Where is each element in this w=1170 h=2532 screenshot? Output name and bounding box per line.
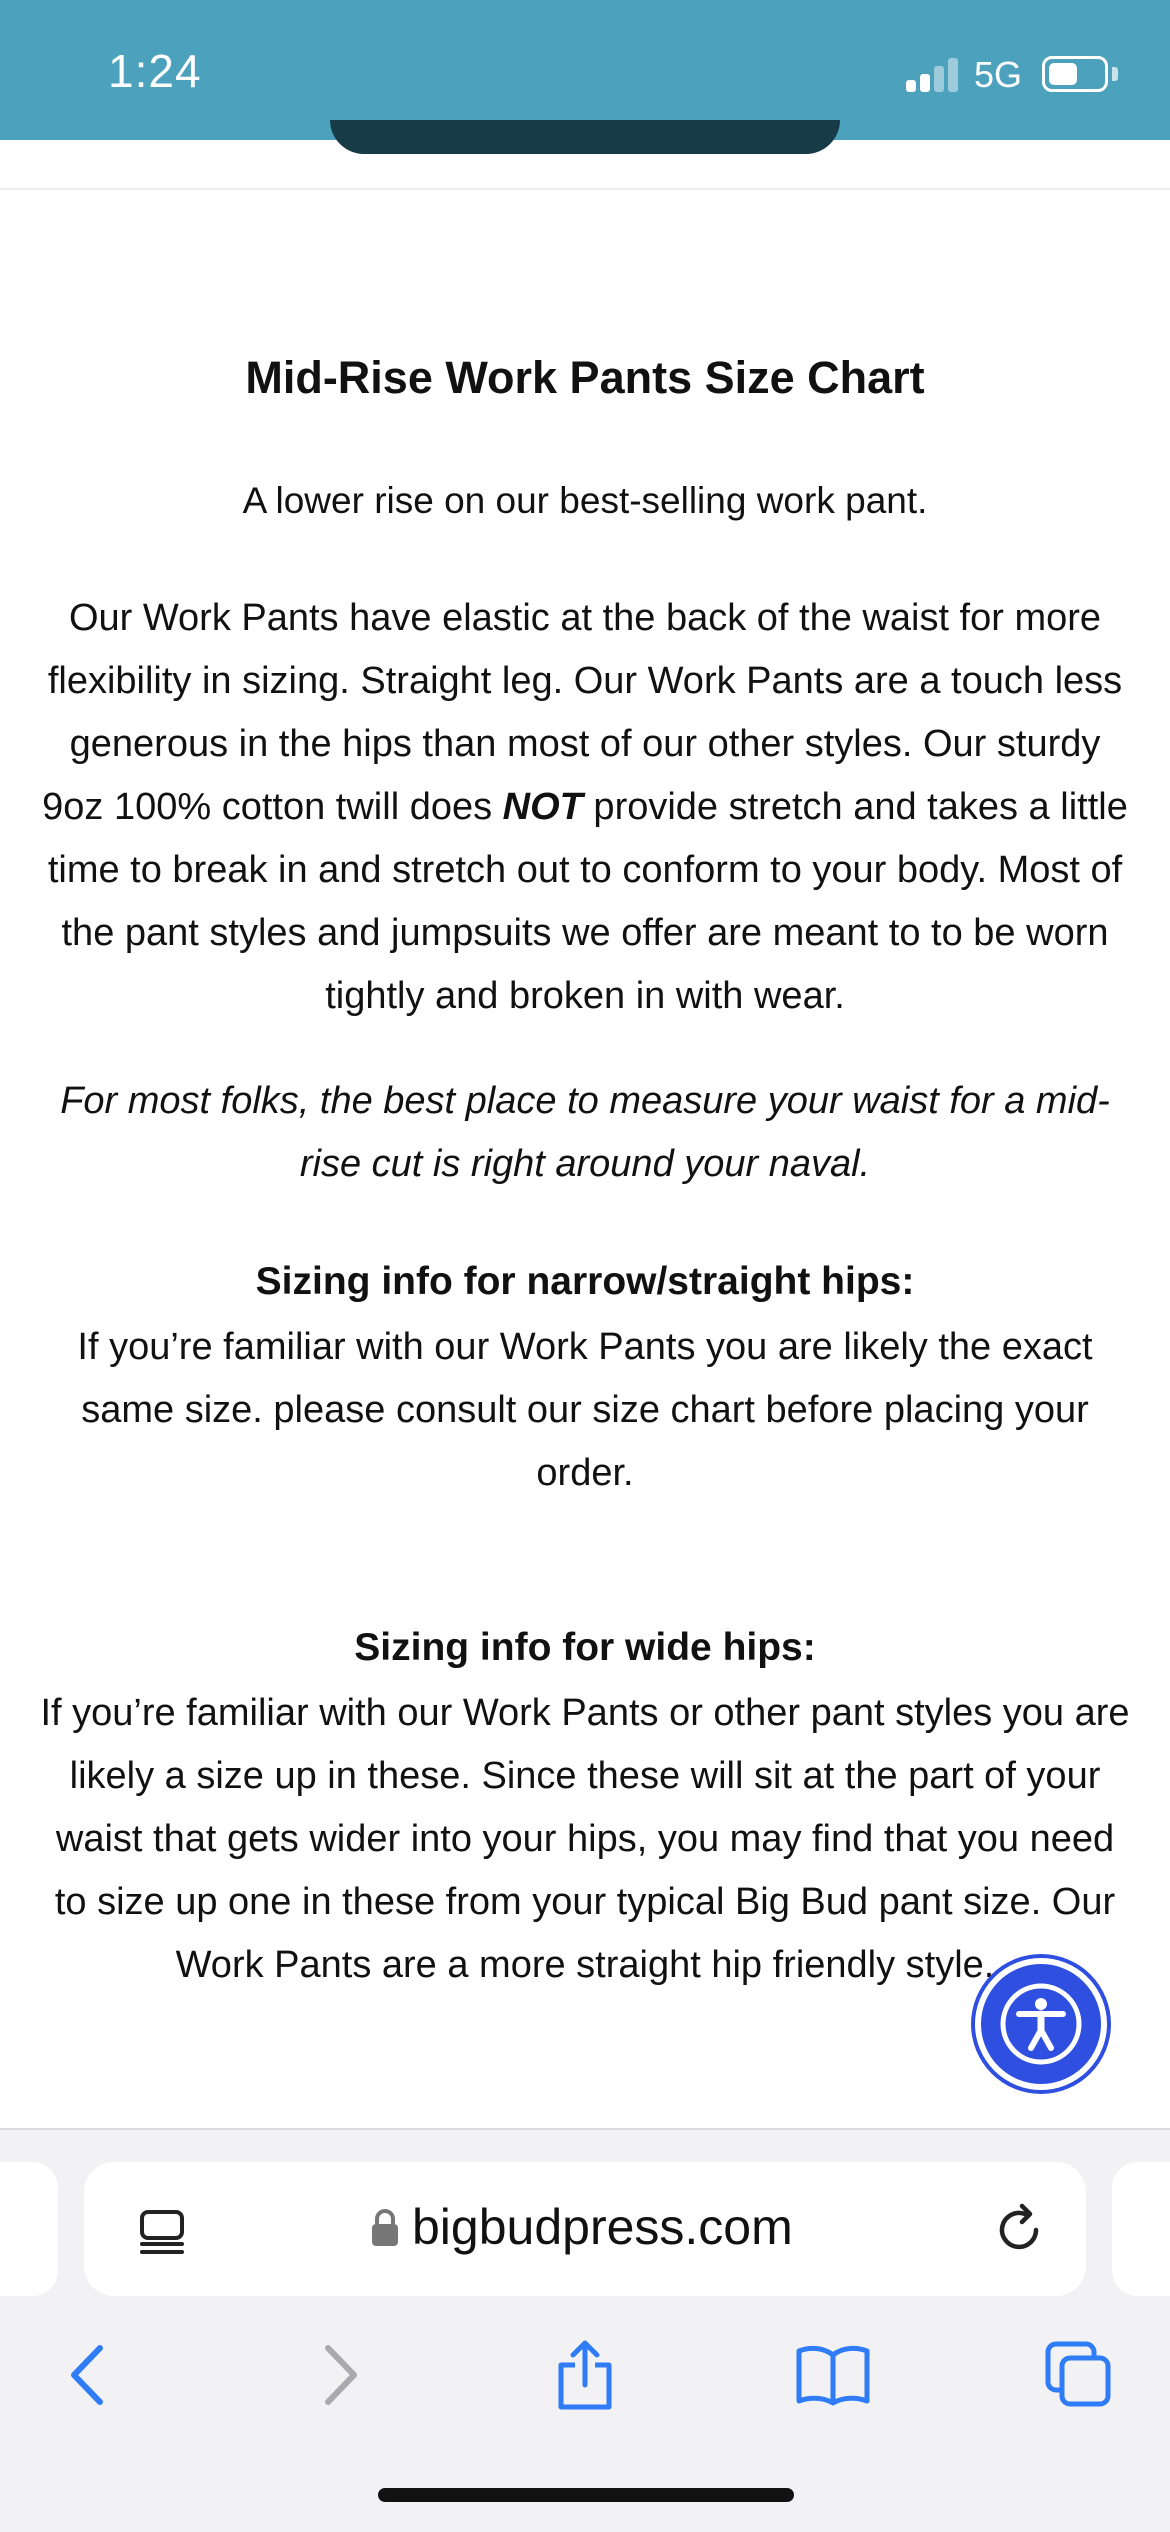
share-icon xyxy=(553,2337,617,2413)
forward-button[interactable] xyxy=(296,2330,386,2420)
accessibility-button[interactable] xyxy=(975,1958,1107,2090)
status-bar xyxy=(0,0,1170,140)
book-icon xyxy=(795,2343,871,2407)
back-button[interactable] xyxy=(42,2330,132,2420)
home-indicator[interactable] xyxy=(378,2488,794,2502)
tabs-icon xyxy=(1044,2340,1114,2410)
tabs-button[interactable] xyxy=(1034,2330,1124,2420)
battery-cap xyxy=(1112,67,1118,81)
narrow-hips-heading: Sizing info for narrow/straight hips: xyxy=(255,1260,915,1303)
status-time: 1:24 xyxy=(108,45,202,97)
reload-icon[interactable] xyxy=(992,2202,1046,2256)
battery-icon xyxy=(1042,56,1108,92)
lock-icon xyxy=(370,2208,400,2248)
wide-hips-heading: Sizing info for wide hips: xyxy=(354,1626,816,1669)
tab-overview-icon[interactable] xyxy=(134,2204,190,2260)
narrow-hips-text: If you’re familiar with our Work Pants you are likely the exact same size. please consult our size chart before placing your order. xyxy=(77,1326,1093,1494)
chevron-right-icon xyxy=(316,2340,366,2410)
header-divider xyxy=(0,188,1170,190)
accessibility-person-icon xyxy=(999,1982,1083,2066)
description-text-end: provide stretch and takes a little time to break in and stretch out to conform to your body. Most of the pant styles and jumpsuits we offer are meant to to be worn tightly and broken in with wear. xyxy=(47,786,1128,1017)
chevron-left-icon xyxy=(62,2340,112,2410)
description-paragraph xyxy=(40,587,1130,1028)
measure-tip: For most folks, the best place to measure your waist for a mid-rise cut is right around your naval. xyxy=(60,1080,1110,1185)
signal-icon xyxy=(906,56,960,92)
browser-chrome xyxy=(0,2128,1170,2532)
address-bar[interactable] xyxy=(84,2162,1086,2296)
previous-tab-card[interactable] xyxy=(0,2162,58,2296)
share-button[interactable] xyxy=(540,2330,630,2420)
description-emphasis: NOT xyxy=(502,786,583,828)
bookmarks-button[interactable] xyxy=(788,2330,878,2420)
description-text-start: Our Work Pants have elastic at the back of the waist for more flexibility in sizing. Straight leg. Our Work Pants are a touch less generous in the hips than most of our other styles. Our sturdy 9oz 100% cotton twill does xyxy=(42,597,1123,828)
wide-hips-text: If you’re familiar with our Work Pants or other pant styles you are likely a size up in these. Since these will sit at the part of your waist that gets wider into your hips, you may find that you need to size up one in these from your typical Big Bud pant size. Our Work Pants are a more straight hip friendly style. xyxy=(40,1692,1130,1986)
header-button-remnant[interactable] xyxy=(330,120,840,154)
page-subtitle: A lower rise on our best-selling work pant. xyxy=(242,480,928,521)
network-type: 5G xyxy=(974,54,1023,95)
url-text: bigbudpress.com xyxy=(412,2199,793,2255)
page-title: Mid-Rise Work Pants Size Chart xyxy=(245,352,925,403)
next-tab-card[interactable] xyxy=(1112,2162,1170,2296)
